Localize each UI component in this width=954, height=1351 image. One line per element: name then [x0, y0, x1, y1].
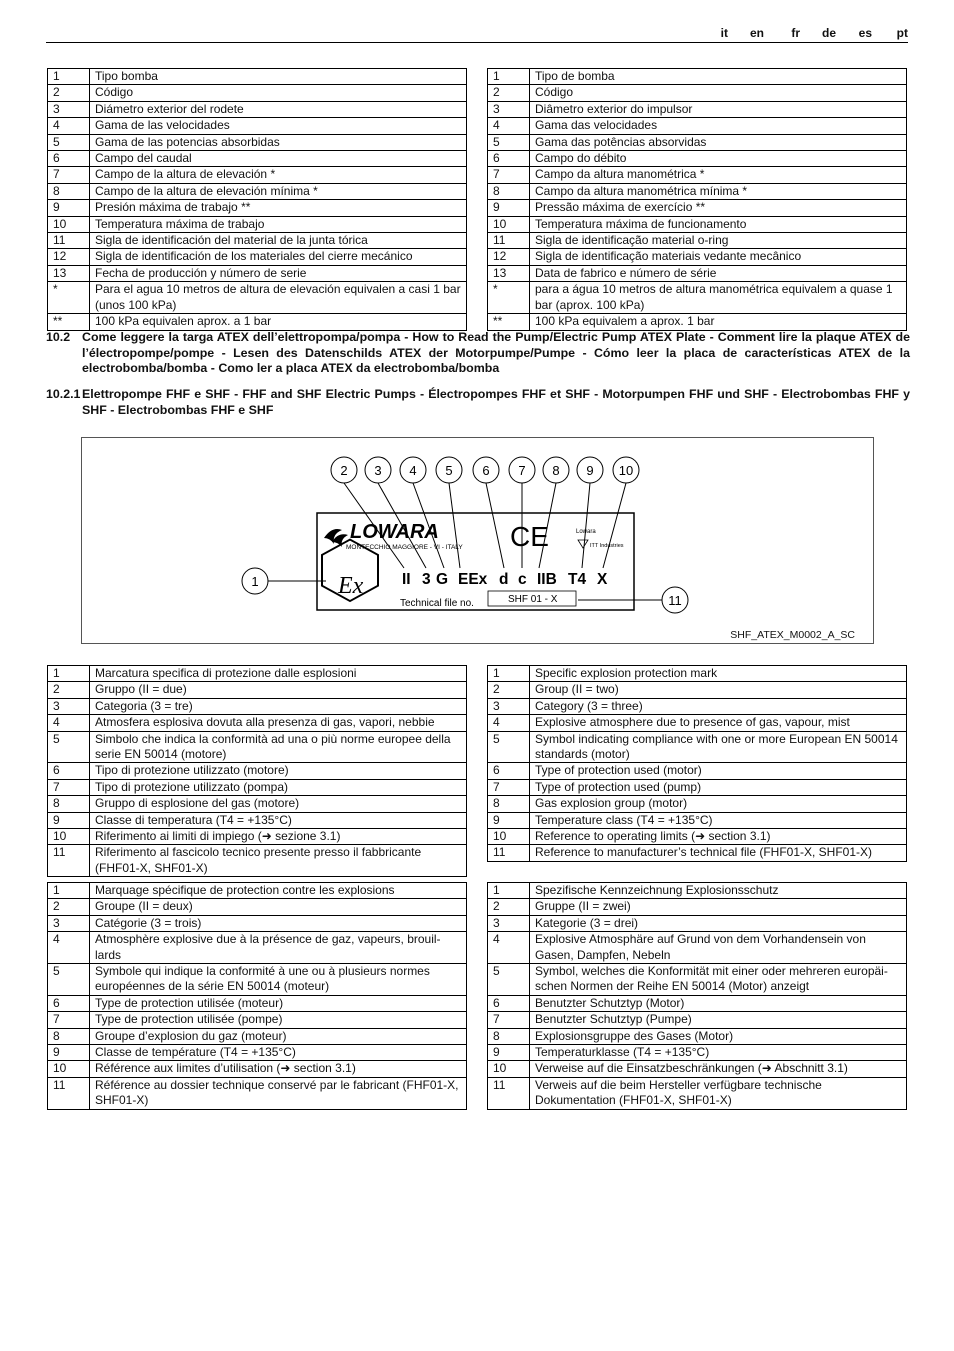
- table-row: [48, 1077, 467, 1109]
- table-row: [488, 845, 907, 861]
- row-number: 4: [488, 118, 530, 134]
- table-en-atex-plate: [487, 665, 907, 862]
- table-row: [488, 282, 907, 314]
- row-description: Classe di temperatura (T4 = +135°C): [90, 812, 467, 828]
- callout-8: 8: [552, 463, 560, 478]
- row-number: 4: [48, 932, 90, 964]
- marking-pump-protection: c: [518, 571, 527, 588]
- row-description: Symbol indicating compliance with one or more European EN 50014 standards (motor): [530, 731, 907, 763]
- row-description: Gruppe (II = zwei): [530, 899, 907, 915]
- row-number: 5: [48, 134, 90, 150]
- row-description: Specific explosion protection mark: [530, 666, 907, 682]
- table-row: [48, 932, 467, 964]
- row-description: Código: [530, 85, 907, 101]
- row-description: Groupe d’explosion du gaz (moteur): [90, 1028, 467, 1044]
- lang-de: de: [821, 26, 836, 40]
- table-row: [488, 134, 907, 150]
- language-bar: [46, 22, 908, 43]
- table-row: [48, 666, 467, 682]
- row-description: 100 kPa equivalem a aprox. 1 bar: [530, 314, 907, 330]
- marking-temperature-class: T4: [568, 571, 587, 588]
- table-row: [488, 249, 907, 265]
- row-description: Gruppo (II = due): [90, 682, 467, 698]
- marking-group: II: [402, 571, 411, 588]
- table-row: [48, 1012, 467, 1028]
- row-number: 3: [48, 698, 90, 714]
- table-row: [488, 314, 907, 330]
- callout-right: [662, 587, 688, 613]
- table-row: [48, 763, 467, 779]
- row-number: 9: [48, 812, 90, 828]
- row-number: 10: [48, 216, 90, 232]
- table-row: [488, 85, 907, 101]
- table-row: [48, 1061, 467, 1077]
- table-row: [488, 731, 907, 763]
- table-row: [488, 200, 907, 216]
- row-number: 7: [48, 779, 90, 795]
- row-description: Tipo de bomba: [530, 69, 907, 85]
- table-row: [48, 151, 467, 167]
- row-number: 7: [488, 779, 530, 795]
- table-row: [488, 698, 907, 714]
- tech-file-value: SHF 01 - X: [508, 594, 558, 605]
- table-row: [48, 899, 467, 915]
- row-description: Gas explosion group (motor): [530, 796, 907, 812]
- row-number: 1: [48, 883, 90, 899]
- table-row: [48, 118, 467, 134]
- row-number: 6: [48, 995, 90, 1011]
- table-row: [488, 763, 907, 779]
- table-row: [48, 915, 467, 931]
- row-number: 1: [48, 69, 90, 85]
- row-number: 5: [48, 731, 90, 763]
- tech-file-label: Technical file no.: [400, 598, 474, 609]
- table-row: [488, 932, 907, 964]
- row-number: 13: [488, 265, 530, 281]
- table-row: [48, 1045, 467, 1061]
- table-row: [48, 167, 467, 183]
- row-number: 2: [488, 899, 530, 915]
- row-description: Riferimento ai limiti di impiego (➜ sezione 3.1): [90, 829, 467, 845]
- row-description: Référence au dossier technique conservé par le fabricant (FHF01-X, SHF01-X): [90, 1077, 467, 1109]
- row-number: 3: [488, 915, 530, 931]
- table-row: [48, 265, 467, 281]
- row-description: Gama das potências absorvidas: [530, 134, 907, 150]
- table-row: [48, 964, 467, 996]
- row-number: 5: [48, 964, 90, 996]
- table-row: [488, 118, 907, 134]
- marking-category: 3: [422, 571, 431, 588]
- section-heading-10-2-1: [46, 387, 910, 418]
- table-row: [488, 1028, 907, 1044]
- table-row: [48, 698, 467, 714]
- table-row: [48, 101, 467, 117]
- row-number: 5: [488, 964, 530, 996]
- row-description: Groupe (II = deux): [90, 899, 467, 915]
- row-number: **: [488, 314, 530, 330]
- callout-2: 2: [340, 463, 348, 478]
- row-description: Explosionsgruppe des Gases (Motor): [530, 1028, 907, 1044]
- row-description: Référence aux limites d’utilisation (➜ section 3.1): [90, 1061, 467, 1077]
- row-description: Riferimento al fascicolo tecnico presente presso il fabbricante (FHF01-X, SHF01-X): [90, 845, 467, 877]
- table-row: [48, 85, 467, 101]
- table-row: [488, 183, 907, 199]
- table-row: [48, 995, 467, 1011]
- row-number: 4: [488, 932, 530, 964]
- callout-9: 9: [586, 463, 594, 478]
- row-description: Gruppo di esplosione del gas (motore): [90, 796, 467, 812]
- table-row: [48, 282, 467, 314]
- row-description: Temperaturklasse (T4 = +135°C): [530, 1045, 907, 1061]
- row-description: Sigla de identificação material o-ring: [530, 233, 907, 249]
- callout-11: 11: [668, 593, 682, 608]
- row-description: Marquage spécifique de protection contre les explosions: [90, 883, 467, 899]
- table-row: [488, 1045, 907, 1061]
- callout-3: 3: [374, 463, 382, 478]
- row-description: Categoria (3 = tre): [90, 698, 467, 714]
- row-description: Campo de la altura de elevación mínima *: [90, 183, 467, 199]
- row-description: Temperatura máxima de trabajo: [90, 216, 467, 232]
- row-number: 3: [48, 915, 90, 931]
- row-description: Category (3 = three): [530, 698, 907, 714]
- row-number: 10: [488, 1061, 530, 1077]
- table-it-atex-plate: [47, 665, 467, 877]
- callout-left: [242, 568, 268, 594]
- table-row: [48, 779, 467, 795]
- row-description: Campo de la altura de elevación *: [90, 167, 467, 183]
- table-row: [48, 845, 467, 877]
- row-number: 8: [488, 796, 530, 812]
- row-number: 11: [48, 1077, 90, 1109]
- section-number: 10.2: [46, 330, 71, 344]
- marking-eex: EEx: [458, 571, 488, 588]
- section-title: Come leggere la targa ATEX dell’elettropompa/pompa - How to Read the Pump/Electric Pump ATEX Plate - Comment lire la plaque ATEX de l’électropompe/pompe - Lesen des Datenschilds ATEX der Motorpumpe/Pumpe - Cómo leer la placa de características ATEX de la electrobomba/bomba - Como ler a placa ATEX da electrobomba/bomba: [82, 330, 910, 375]
- row-description: Reference to operating limits (➜ section 3.1): [530, 829, 907, 845]
- marking-gas-group: IIB: [537, 571, 557, 588]
- table-row: [488, 812, 907, 828]
- row-description: Simbolo che indica la conformità ad una o più norme europee della serie EN 50014 (motore): [90, 731, 467, 763]
- row-description: Pressão máxima de exercício **: [530, 200, 907, 216]
- row-number: 7: [48, 167, 90, 183]
- row-number: 11: [488, 845, 530, 861]
- table-row: [488, 899, 907, 915]
- section-title: Elettropompe FHF e SHF - FHF and SHF Electric Pumps - Électropompes FHF et SHF - Motorpumpen FHF und SHF - Electrobombas FHF y SHF - Electrobombas FHF e SHF: [82, 387, 910, 417]
- row-number: 12: [48, 249, 90, 265]
- table-row: [488, 1077, 907, 1109]
- row-description: Presión máxima de trabajo **: [90, 200, 467, 216]
- row-number: 9: [48, 1045, 90, 1061]
- row-number: 3: [488, 101, 530, 117]
- row-description: Gama de las potencias absorbidas: [90, 134, 467, 150]
- row-number: 10: [488, 829, 530, 845]
- row-number: 6: [488, 763, 530, 779]
- row-description: para a água 10 metros de altura manométrica equivalem a quase 1 bar (aprox. 100 kPa): [530, 282, 907, 314]
- language-list: [704, 26, 908, 40]
- row-number: 4: [48, 715, 90, 731]
- row-number: 8: [48, 183, 90, 199]
- row-description: Atmosfera esplosiva dovuta alla presenza di gas, vapori, nebbie: [90, 715, 467, 731]
- atex-marking: [402, 571, 608, 588]
- table-row: [48, 812, 467, 828]
- row-number: 7: [488, 1012, 530, 1028]
- row-description: Temperature class (T4 = +135°C): [530, 812, 907, 828]
- table-row: [48, 883, 467, 899]
- row-number: 10: [488, 216, 530, 232]
- table-row: [488, 101, 907, 117]
- row-description: Tipo di protezione utilizzato (pompa): [90, 779, 467, 795]
- row-description: Diámetro exterior del rodete: [90, 101, 467, 117]
- row-number: 4: [488, 715, 530, 731]
- table-row: [488, 995, 907, 1011]
- row-number: 9: [48, 200, 90, 216]
- row-description: Explosive Atmosphäre auf Grund von dem Vorhandensein von Gasen, Dampfen, Nebeln: [530, 932, 907, 964]
- row-description: Verweise auf die Einsatzbeschränkungen (➜ Abschnitt 3.1): [530, 1061, 907, 1077]
- row-number: 9: [488, 200, 530, 216]
- row-number: 6: [488, 151, 530, 167]
- table-row: [488, 216, 907, 232]
- row-description: Campo da altura manométrica mínima *: [530, 183, 907, 199]
- table-de-atex-plate: [487, 882, 907, 1110]
- table-row: [488, 796, 907, 812]
- table-row: [48, 715, 467, 731]
- row-number: 2: [488, 682, 530, 698]
- row-number: 1: [488, 883, 530, 899]
- table-row: [488, 779, 907, 795]
- callout-1: 1: [251, 574, 259, 589]
- brand-logo-text: LOWARA: [350, 521, 439, 543]
- row-description: Explosive atmosphere due to presence of gas, vapour, mist: [530, 715, 907, 731]
- row-number: 2: [48, 85, 90, 101]
- row-description: Tipo di protezione utilizzato (motore): [90, 763, 467, 779]
- row-description: Data de fabrico e número de série: [530, 265, 907, 281]
- row-number: *: [48, 282, 90, 314]
- lowara-logo-icon: [324, 529, 348, 547]
- row-description: Sigla de identificação materiais vedante mecânico: [530, 249, 907, 265]
- lang-fr: fr: [791, 26, 800, 40]
- table-row: [488, 964, 907, 996]
- row-number: 1: [488, 69, 530, 85]
- row-description: Marcatura specifica di protezione dalle esplosioni: [90, 666, 467, 682]
- table-es-pump-plate: [47, 68, 467, 331]
- row-description: Para el agua 10 metros de altura de elevación equivalen a casi 1 bar (unos 100 kPa): [90, 282, 467, 314]
- row-number: 5: [488, 731, 530, 763]
- row-description: Type of protection used (pump): [530, 779, 907, 795]
- row-number: *: [488, 282, 530, 314]
- table-row: [488, 265, 907, 281]
- row-number: 3: [488, 698, 530, 714]
- row-description: Fecha de producción y número de serie: [90, 265, 467, 281]
- row-number: 6: [488, 995, 530, 1011]
- row-description: Symbol, welches die Konformität mit einer oder mehreren europäi-schen Normen der Reihe EN 50014 (Motor) anzeigt: [530, 964, 907, 996]
- table-row: [488, 233, 907, 249]
- itt-logo-icon: [578, 540, 588, 548]
- row-description: Campo da altura manométrica *: [530, 167, 907, 183]
- row-number: 7: [488, 167, 530, 183]
- callout-5: 5: [445, 463, 453, 478]
- row-description: Type de protection utilisée (pompe): [90, 1012, 467, 1028]
- row-description: Kategorie (3 = drei): [530, 915, 907, 931]
- row-number: 8: [48, 1028, 90, 1044]
- row-description: Atmosphère explosive due à la présence de gaz, vapeurs, brouil-lards: [90, 932, 467, 964]
- table-row: [488, 829, 907, 845]
- table-row: [488, 666, 907, 682]
- row-number: 10: [48, 1061, 90, 1077]
- table-row: [488, 883, 907, 899]
- table-row: [488, 1061, 907, 1077]
- row-description: Symbole qui indique la conformité à une ou à plusieurs normes européennes de la série EN 50014 (moteur): [90, 964, 467, 996]
- atex-plate-figure: [81, 437, 874, 644]
- table-row: [48, 134, 467, 150]
- table-row: [488, 682, 907, 698]
- row-description: Gama de las velocidades: [90, 118, 467, 134]
- row-description: Classe de température (T4 = +135°C): [90, 1045, 467, 1061]
- row-number: 2: [488, 85, 530, 101]
- row-number: 1: [48, 666, 90, 682]
- lang-it: it: [720, 26, 728, 40]
- table-row: [48, 1028, 467, 1044]
- row-description: Spezifische Kennzeichnung Explosionsschutz: [530, 883, 907, 899]
- lang-pt: pt: [896, 26, 908, 40]
- row-description: Sigla de identificación del material de la junta tórica: [90, 233, 467, 249]
- row-number: 2: [48, 899, 90, 915]
- figure-caption: SHF_ATEX_M0002_A_SC: [730, 629, 855, 641]
- table-row: [48, 314, 467, 330]
- table-row: [488, 69, 907, 85]
- row-number: 10: [48, 829, 90, 845]
- row-number: 3: [48, 101, 90, 117]
- ex-symbol: Ex: [338, 573, 364, 599]
- row-description: Reference to manufacturer’s technical file (FHF01-X, SHF01-X): [530, 845, 907, 861]
- table-row: [48, 69, 467, 85]
- row-number: 2: [48, 682, 90, 698]
- row-number: 7: [48, 1012, 90, 1028]
- table-row: [48, 216, 467, 232]
- marking-x: X: [597, 571, 608, 588]
- row-description: Type de protection utilisée (moteur): [90, 995, 467, 1011]
- row-number: **: [48, 314, 90, 330]
- callout-4: 4: [409, 463, 417, 478]
- table-row: [48, 682, 467, 698]
- table-fr-atex-plate: [47, 882, 467, 1110]
- row-number: 12: [488, 249, 530, 265]
- section-heading-10-2: [46, 330, 910, 377]
- row-description: 100 kPa equivalen aprox. a 1 bar: [90, 314, 467, 330]
- row-description: Benutzter Schutztyp (Pumpe): [530, 1012, 907, 1028]
- table-pt-pump-plate: [487, 68, 907, 331]
- table-row: [48, 200, 467, 216]
- row-number: 11: [488, 233, 530, 249]
- row-number: 8: [488, 1028, 530, 1044]
- row-description: Type of protection used (motor): [530, 763, 907, 779]
- row-description: Campo del caudal: [90, 151, 467, 167]
- row-description: Catégorie (3 = trois): [90, 915, 467, 931]
- callout-10: 10: [618, 463, 634, 478]
- itt-label: ITT Industries: [590, 543, 624, 549]
- row-number: 6: [48, 763, 90, 779]
- table-row: [488, 715, 907, 731]
- table-row: [48, 233, 467, 249]
- row-description: Verweis auf die beim Hersteller verfügbare technische Dokumentation (FHF01-X, SHF01-X): [530, 1077, 907, 1109]
- row-description: Temperatura máxima de funcionamento: [530, 216, 907, 232]
- callouts-top: [331, 457, 639, 483]
- row-description: Diâmetro exterior do impulsor: [530, 101, 907, 117]
- brand-subtitle: MONTECCHIO MAGGIORE - VI - ITALY: [346, 544, 463, 551]
- row-number: 11: [48, 845, 90, 877]
- row-description: Group (II = two): [530, 682, 907, 698]
- table-row: [48, 829, 467, 845]
- row-number: 9: [488, 812, 530, 828]
- row-number: 6: [48, 151, 90, 167]
- row-description: Gama das velocidades: [530, 118, 907, 134]
- table-row: [488, 151, 907, 167]
- row-number: 8: [488, 183, 530, 199]
- right-brand: Lowara: [576, 529, 596, 535]
- row-number: 5: [488, 134, 530, 150]
- table-row: [488, 167, 907, 183]
- table-row: [48, 249, 467, 265]
- row-description: Campo do débito: [530, 151, 907, 167]
- row-number: 1: [488, 666, 530, 682]
- row-number: 9: [488, 1045, 530, 1061]
- row-number: 11: [48, 233, 90, 249]
- row-description: Código: [90, 85, 467, 101]
- row-description: Sigla de identificación de los materiales del cierre mecánico: [90, 249, 467, 265]
- section-number: 10.2.1: [46, 387, 81, 401]
- row-number: 13: [48, 265, 90, 281]
- row-number: 11: [488, 1077, 530, 1109]
- lang-en: en: [749, 26, 764, 40]
- lang-es: es: [858, 26, 872, 40]
- table-row: [48, 183, 467, 199]
- row-number: 8: [48, 796, 90, 812]
- callout-6: 6: [482, 463, 490, 478]
- table-row: [488, 915, 907, 931]
- table-row: [48, 731, 467, 763]
- row-description: Tipo bomba: [90, 69, 467, 85]
- marking-motor-protection: d: [499, 571, 509, 588]
- table-row: [488, 1012, 907, 1028]
- ce-mark: CE: [510, 521, 549, 552]
- table-row: [48, 796, 467, 812]
- row-number: 4: [48, 118, 90, 134]
- atex-plate-drawing: [82, 438, 875, 645]
- row-description: Benutzter Schutztyp (Motor): [530, 995, 907, 1011]
- callout-7: 7: [518, 463, 526, 478]
- marking-atmosphere: G: [436, 571, 449, 588]
